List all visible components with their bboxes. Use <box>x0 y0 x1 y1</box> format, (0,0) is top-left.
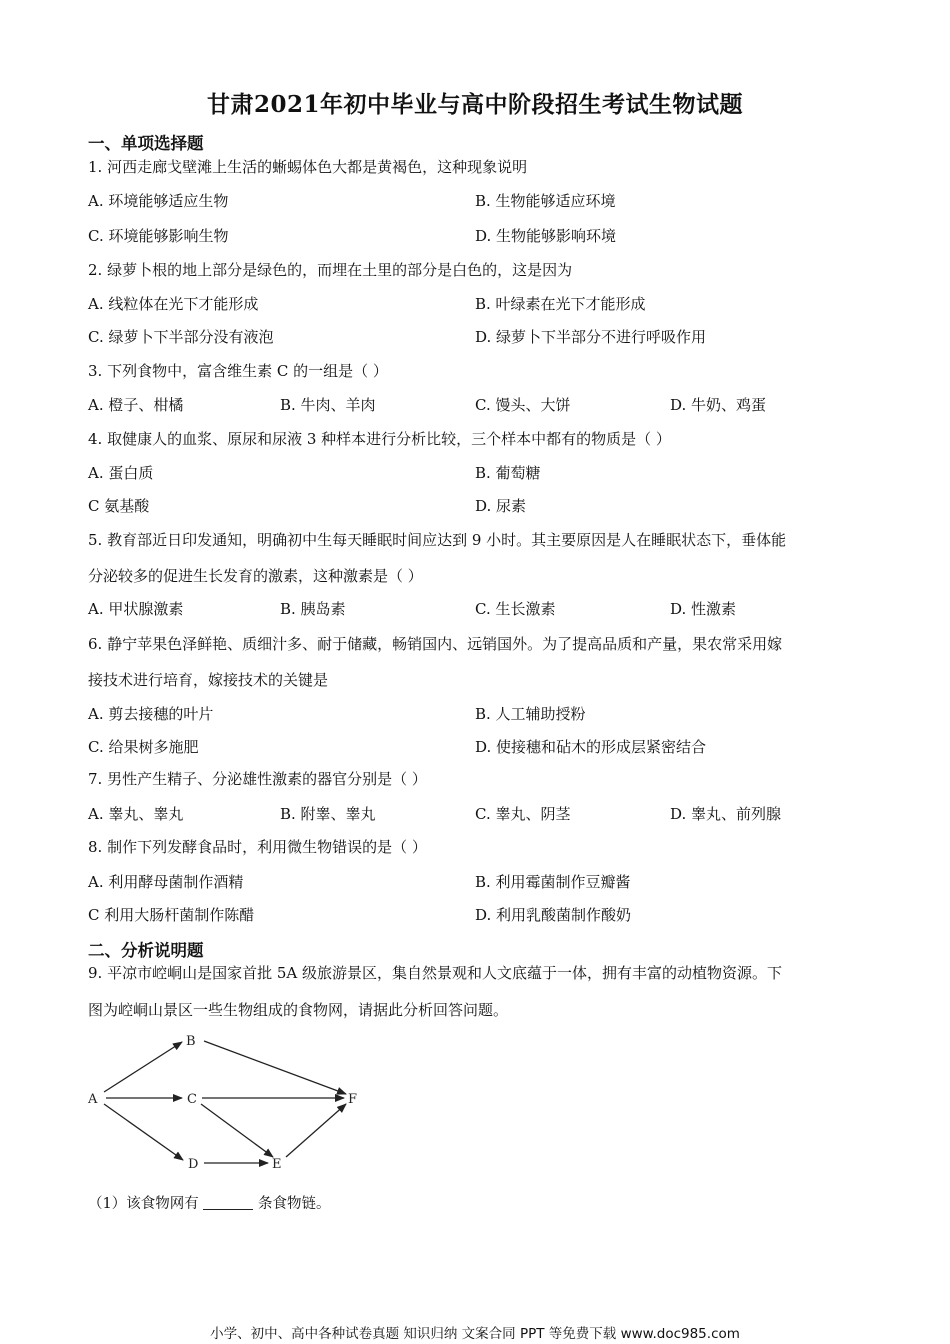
question-9-stem-line-2: 图为崆峒山景区一些生物组成的食物网，请据此分析回答问题。 <box>88 1001 509 1019</box>
question-9-subquestion-1 <box>88 1192 330 1213</box>
section-heading-analysis: 二、分析说明题 <box>88 941 204 960</box>
question-4-option-d: D. 尿素 <box>475 497 527 515</box>
question-5-option-a: A. 甲状腺激素 <box>88 600 184 618</box>
question-5-option-b: B. 胰岛素 <box>280 600 346 618</box>
arrow-b-to-f <box>204 1041 346 1094</box>
arrow-e-to-f <box>286 1104 346 1157</box>
question-7-option-b: B. 附睾、睾丸 <box>280 805 376 823</box>
question-7-stem: 7. 男性产生精子、分泌雄性激素的器官分别是（ ） <box>88 770 427 788</box>
section-heading-single-choice: 一、单项选择题 <box>88 134 204 153</box>
subquestion-1-suffix: 条食物链。 <box>257 1196 331 1212</box>
question-1-stem: 1. 河西走廊戈壁滩上生活的蜥蜴体色大都是黄褐色，这种现象说明 <box>88 158 528 176</box>
question-7-option-a: A. 睾丸、睾丸 <box>88 805 184 823</box>
node-b: B <box>186 1034 196 1049</box>
node-d: D <box>188 1157 199 1172</box>
question-3-stem: 3. 下列食物中，富含维生素 C 的一组是（ ） <box>88 362 388 380</box>
question-9-stem-line-1: 9. 平凉市崆峒山是国家首批 5A 级旅游景区，集自然景观和人文底蕴于一体，拥有丰富的动植物资源。下 <box>88 964 782 982</box>
question-1-option-c: C. 环境能够影响生物 <box>88 227 229 245</box>
question-3-option-a: A. 橙子、柑橘 <box>88 396 184 414</box>
arrow-c-to-e <box>201 1104 273 1157</box>
question-6-stem-line-2: 接技术进行培育，嫁接技术的关键是 <box>88 671 329 689</box>
question-4-option-a: A. 蛋白质 <box>88 464 154 482</box>
question-2-option-b: B. 叶绿素在光下才能形成 <box>475 295 646 313</box>
node-a: A <box>88 1092 98 1107</box>
question-1-option-b: B. 生物能够适应环境 <box>475 192 616 210</box>
question-8-option-b: B. 利用霉菌制作豆瓣酱 <box>475 873 631 891</box>
question-8-option-a: A. 利用酵母菌制作酒精 <box>88 873 244 891</box>
page-footer: 小学、初中、高中各种试卷真题 知识归纳 文案合同 PPT 等免费下载 www.doc985.com <box>210 1326 740 1342</box>
question-7-option-d: D. 睾丸、前列腺 <box>670 805 782 823</box>
question-1-option-d: D. 生物能够影响环境 <box>475 227 617 245</box>
question-2-option-d: D. 绿萝卜下半部分不进行呼吸作用 <box>475 328 707 346</box>
question-4-stem: 4. 取健康人的血浆、原尿和尿液 3 种样本进行分析比较，三个样本中都有的物质是（ ） <box>88 430 671 448</box>
question-2-stem: 2. 绿萝卜根的地上部分是绿色的，而埋在土里的部分是白色的，这是因为 <box>88 261 573 279</box>
question-4-option-c: C 氨基酸 <box>88 497 150 515</box>
node-c: C <box>187 1092 197 1107</box>
question-6-option-a: A. 剪去接穗的叶片 <box>88 705 214 723</box>
question-5-option-d: D. 性激素 <box>670 600 737 618</box>
arrow-a-to-d <box>104 1104 183 1160</box>
question-3-option-c: C. 馒头、大饼 <box>475 396 571 414</box>
page-title: 甘肃2021年初中毕业与高中阶段招生考试生物试题 <box>206 91 743 118</box>
question-3-option-d: D. 牛奶、鸡蛋 <box>670 396 767 414</box>
question-6-stem-line-1: 6. 静宁苹果色泽鲜艳、质细汁多、耐于储藏，畅销国内、远销国外。为了提高品质和产量，果农常采用嫁 <box>88 635 783 653</box>
question-3-option-b: B. 牛肉、羊肉 <box>280 396 376 414</box>
question-7-option-c: C. 睾丸、阴茎 <box>475 805 571 823</box>
question-8-stem: 8. 制作下列发酵食品时，利用微生物错误的是（ ） <box>88 838 427 856</box>
question-5-stem-line-1: 5. 教育部近日印发通知，明确初中生每天睡眠时间应达到 9 小时。其主要原因是人在睡眠状态下，垂体能 <box>88 531 787 549</box>
food-web-diagram <box>80 1028 380 1178</box>
node-e: E <box>272 1157 282 1172</box>
node-f: F <box>348 1092 358 1107</box>
question-2-option-c: C. 绿萝卜下半部分没有液泡 <box>88 328 274 346</box>
question-8-option-d: D. 利用乳酸菌制作酸奶 <box>475 906 632 924</box>
question-8-option-c: C 利用大肠杆菌制作陈醋 <box>88 906 255 924</box>
question-6-option-b: B. 人工辅助授粉 <box>475 705 586 723</box>
question-6-option-d: D. 使接穗和砧木的形成层紧密结合 <box>475 738 707 756</box>
question-6-option-c: C. 给果树多施肥 <box>88 738 199 756</box>
subquestion-1-prefix: （1）该食物网有 <box>88 1196 199 1212</box>
question-5-stem-line-2: 分泌较多的促进生长发育的激素，这种激素是（ ） <box>88 567 423 585</box>
arrow-a-to-b <box>104 1042 182 1092</box>
answer-blank <box>203 1195 253 1210</box>
question-1-option-a: A. 环境能够适应生物 <box>88 192 229 210</box>
question-5-option-c: C. 生长激素 <box>475 600 556 618</box>
question-4-option-b: B. 葡萄糖 <box>475 464 541 482</box>
question-2-option-a: A. 线粒体在光下才能形成 <box>88 295 259 313</box>
